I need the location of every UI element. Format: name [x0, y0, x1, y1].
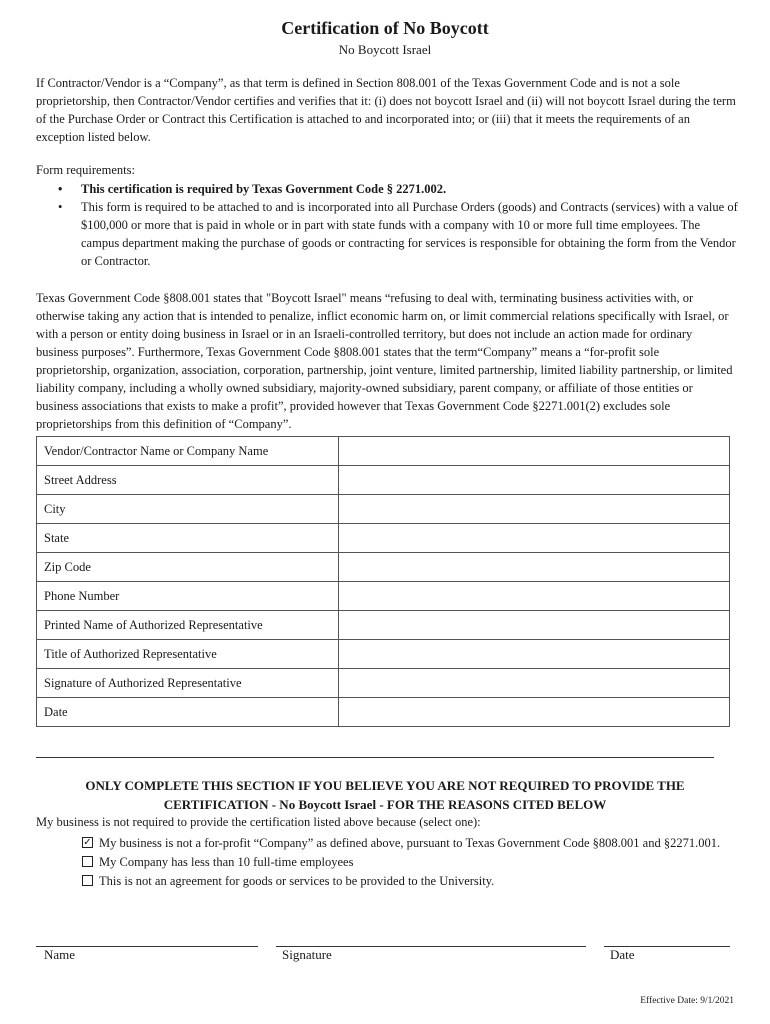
phone-number-field[interactable] — [338, 582, 729, 611]
field-label: Date — [37, 698, 339, 727]
vendor-info-table — [36, 436, 730, 727]
exception-option-not-for-profit[interactable] — [82, 834, 722, 853]
requirements-bullet-text: This certification is required by Texas Government Code § 2271.002. — [81, 182, 447, 196]
field-label: Printed Name of Authorized Representative — [37, 611, 339, 640]
checkbox-icon[interactable] — [82, 856, 93, 867]
signature-label: Signature — [282, 947, 332, 962]
requirements-bullet-text: This form is required to be attached to and is incorporated into all Purchase Orders (goods) and Contracts (services) with a value of $100,000 or more that is paid in whole or in part with state funds with a company with 10 or more full time employees. The campus department making the purchase of goods or contracting for services is responsible for obtaining the form from the Vendor or Contractor. — [81, 200, 738, 268]
representative-signature-field[interactable] — [338, 669, 729, 698]
field-label: Phone Number — [37, 582, 339, 611]
table-row — [37, 582, 730, 611]
page-title: Certification of No Boycott — [281, 18, 489, 38]
bullet-icon: • — [58, 182, 63, 196]
requirements-heading: Form requirements: — [36, 163, 135, 177]
table-row — [37, 437, 730, 466]
field-label: Vendor/Contractor Name or Company Name — [37, 437, 339, 466]
table-row — [37, 524, 730, 553]
representative-title-field[interactable] — [338, 640, 729, 669]
exception-option-not-goods-services[interactable] — [82, 872, 722, 891]
table-row — [37, 611, 730, 640]
date-field[interactable] — [338, 698, 729, 727]
city-field[interactable] — [338, 495, 729, 524]
intro-paragraph: If Contractor/Vendor is a “Company”, as that term is defined in Section 808.001 of the Texas Government Code and is not a sole proprietorship, then Contractor/Vendor certifies and verifies that it: (i) does not boycott Israel and (ii) will not boycott Israel during the term of the Purchase Order or Contract this Certification is attached to and incorporated into; or (iii) that it meets the requirements of an exception listed below. — [36, 76, 736, 144]
exception-option-label: This is not an agreement for goods or services to be provided to the University. — [99, 874, 495, 888]
table-row — [37, 640, 730, 669]
exception-heading-line: CERTIFICATION - No Boycott Israel - FOR THE REASONS CITED BELOW — [163, 797, 607, 812]
table-row — [37, 495, 730, 524]
printed-name-field[interactable] — [338, 611, 729, 640]
requirements-bullet — [58, 198, 738, 270]
exception-option-label: My Company has less than 10 full-time employees — [99, 855, 354, 869]
table-row — [37, 698, 730, 727]
field-label: Street Address — [37, 466, 339, 495]
name-label: Name — [44, 947, 76, 962]
exception-options — [82, 834, 722, 891]
field-label: Signature of Authorized Representative — [37, 669, 339, 698]
bullet-icon: • — [58, 200, 63, 214]
exception-intro: My business is not required to provide the certification listed above because (select one): — [36, 815, 481, 829]
field-label: Zip Code — [37, 553, 339, 582]
table-row — [37, 553, 730, 582]
checkbox-icon[interactable] — [82, 875, 93, 886]
section-divider — [36, 757, 714, 758]
effective-date: Effective Date: 9/1/2021 — [640, 996, 734, 1006]
page-subtitle: No Boycott Israel — [338, 42, 432, 57]
date-label: Date — [610, 947, 635, 962]
definition-paragraph: Texas Government Code §808.001 states that "Boycott Israel" means “refusing to deal with, terminating business activities with, or otherwise taking any action that is intended to penalize, inflict economic harm on, or limit commercial relations specifically with Israel, or with a person or entity doing business in Israel or in an Israeli-controlled territory, but does not include an action made for ordinary business purposes”. Furthermore, Texas Government Code §808.001 states that the term“Company” means a “for-profit sole proprietorship, organization, association, corporation, partnership, joint venture, limited partnership, limited liability partnership, or limited liability company, including a wholly owned subsidiary, majority-owned subsidiary, parent company, or affiliate of those entities or business associations that exists to make a profit”, provided however that Texas Government Code §2271.001(2) excludes sole proprietorships from this definition of “Company”. — [36, 291, 733, 431]
exception-option-few-employees[interactable] — [82, 853, 722, 872]
zip-code-field[interactable] — [338, 553, 729, 582]
requirements-list — [58, 180, 738, 270]
checkbox-checked-icon[interactable]: ✓ — [83, 837, 92, 848]
street-address-field[interactable] — [338, 466, 729, 495]
company-name-field[interactable] — [338, 437, 729, 466]
state-field[interactable] — [338, 524, 729, 553]
field-label: Title of Authorized Representative — [37, 640, 339, 669]
exception-section-heading — [0, 776, 770, 814]
requirements-bullet — [58, 180, 738, 198]
exception-heading-line: ONLY COMPLETE THIS SECTION IF YOU BELIEVE YOU ARE NOT REQUIRED TO PROVIDE THE — [85, 778, 685, 793]
table-row — [37, 466, 730, 495]
field-label: City — [37, 495, 339, 524]
table-row — [37, 669, 730, 698]
field-label: State — [37, 524, 339, 553]
exception-option-label: My business is not a for-profit “Company” as defined above, pursuant to Texas Government Code §808.001 and §2271.001. — [99, 836, 721, 850]
